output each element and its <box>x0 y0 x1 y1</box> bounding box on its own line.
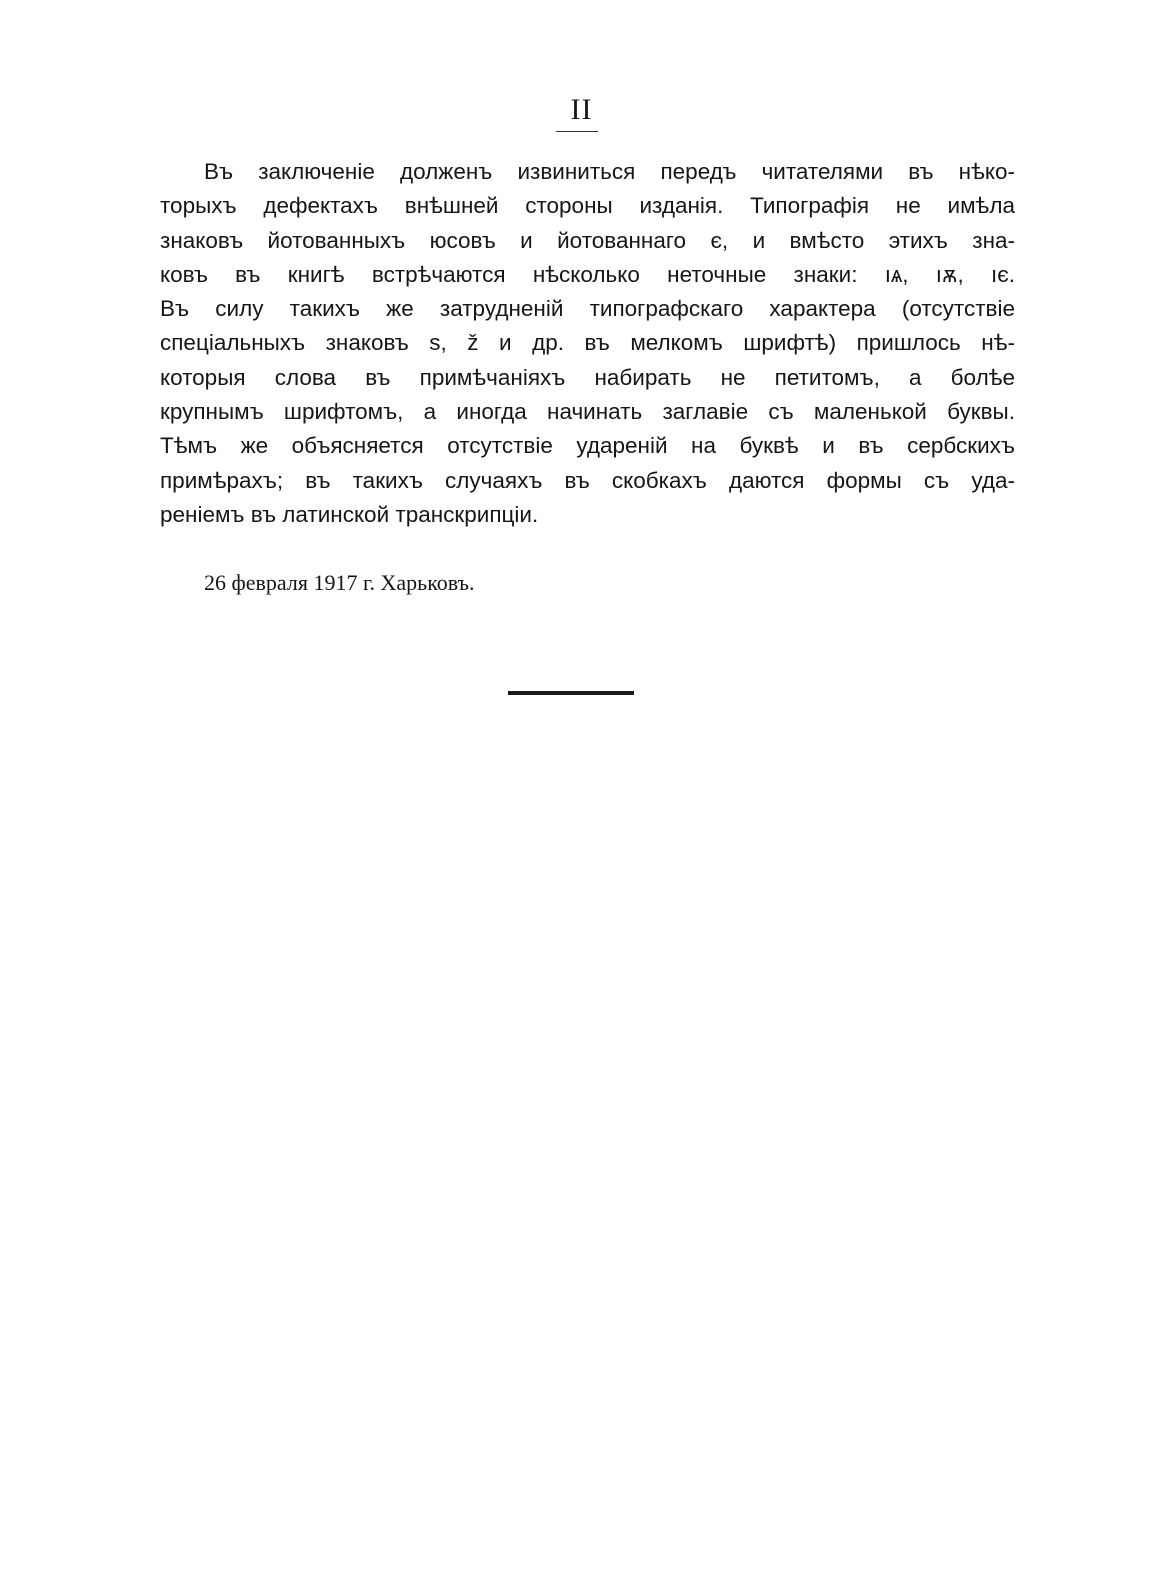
paragraph-line: ковъ въ книгѣ встрѣчаются нѣсколько неточные знаки: ıѧ, ıѫ, ıє. <box>160 261 1015 287</box>
paragraph-line: торыхъ дефектахъ внѣшней стороны изданія. Типографія не имѣла <box>160 193 1015 219</box>
paragraph-line: спеціальныхъ знаковъ ѕ, ž и др. въ мелкомъ шрифтѣ) пришлось нѣ- <box>160 330 1015 356</box>
paragraph-line: крупнымъ шрифтомъ, а иногда начинать заглавіе съ маленькой буквы. <box>160 399 1015 425</box>
body-paragraph <box>160 155 1015 532</box>
paragraph-line: примѣрахъ; въ такихъ случаяхъ въ скобкахъ даются формы съ уда- <box>160 467 1015 493</box>
paragraph-line: реніемъ въ латинской транскрипціи. <box>160 501 539 527</box>
date-place-signature: 26 февраля 1917 г. Харьковъ. <box>204 570 475 595</box>
paragraph-line: Въ заключеніе долженъ извиниться передъ читателями въ нѣко- <box>204 159 1015 184</box>
end-rule <box>508 691 634 695</box>
paragraph-line: Тѣмъ же объясняется отсутствіе удареній на буквѣ и въ сербскихъ <box>160 433 1015 459</box>
paragraph-line: Въ силу такихъ же затрудненій типографскаго характера (отсутствіе <box>160 296 1015 322</box>
paragraph-line: знаковъ йотованныхъ юсовъ и йотованнаго є, и вмѣсто этихъ зна- <box>160 227 1015 253</box>
paragraph-line: которыя слова въ примѣчаніяхъ набирать не петитомъ, а болѣе <box>160 364 1015 390</box>
page-number-rule <box>556 131 598 132</box>
page-number: II <box>570 93 593 126</box>
